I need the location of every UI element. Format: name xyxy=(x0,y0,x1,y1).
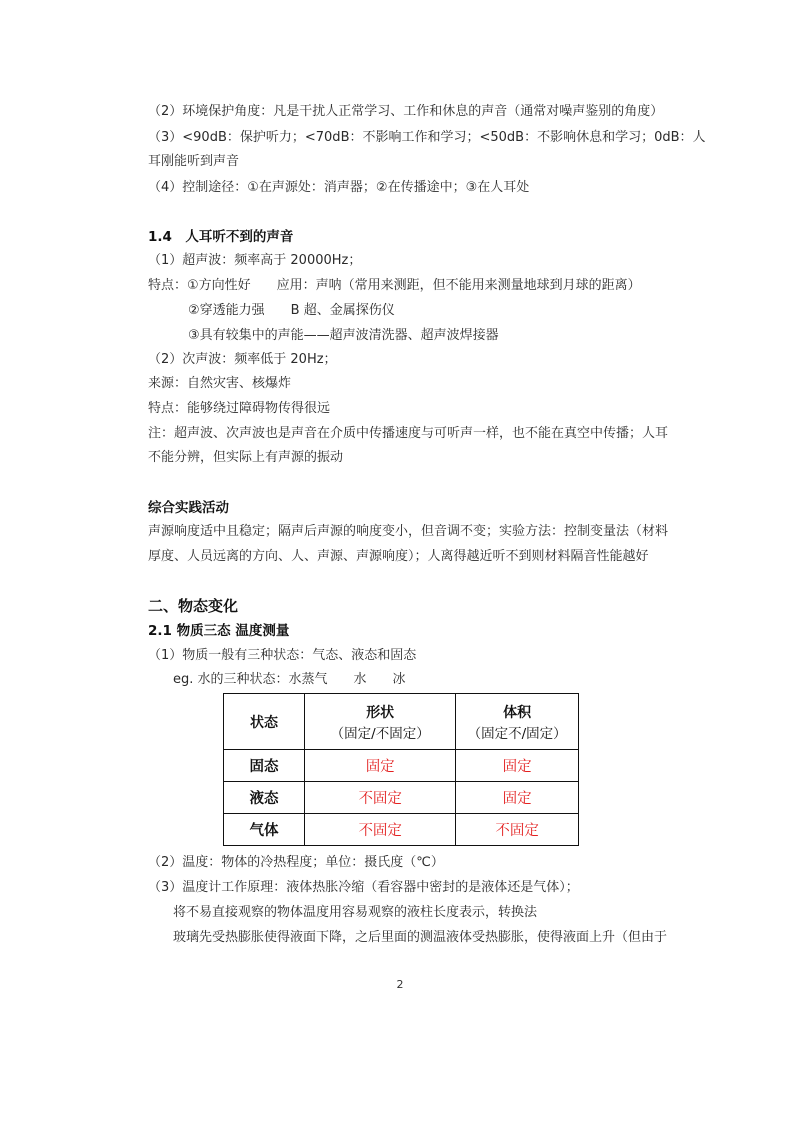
text-line: 声源响度适中且稳定；隔声后声源的响度变小，但音调不变；实验方法：控制变量法（材料 xyxy=(148,524,669,539)
cell-volume: 固定 xyxy=(456,750,579,782)
cell-state: 液态 xyxy=(224,782,305,814)
header-shape-sub: （固定/不固定） xyxy=(330,725,430,742)
text-line: （2）环境保护角度：凡是干扰人正常学习、工作和休息的声音（通常对噪声鉴别的角度） xyxy=(148,104,664,119)
cell-shape: 不固定 xyxy=(305,814,456,846)
text-line: 玻璃先受热膨胀使得液面下降，之后里面的测温液体受热膨胀，使得液面上升（但由于 xyxy=(173,930,668,945)
text-line: （2）次声波：频率低于 20Hz； xyxy=(148,352,337,367)
text-line: 耳刚能听到声音 xyxy=(148,154,240,169)
text-line: （3）温度计工作原理：液体热胀冷缩（看容器中密封的是液体还是气体）； xyxy=(148,880,579,895)
cell-state: 气体 xyxy=(224,814,305,846)
section-heading: 1.4 人耳听不到的声音 xyxy=(148,229,294,245)
text-line: 特点：能够绕过障碍物传得很远 xyxy=(148,401,331,416)
text-line: 不能分辨，但实际上有声源的振动 xyxy=(148,450,344,465)
text-line: 特点：①方向性好 应用：声呐（常用来测距，但不能用来测量地球到月球的距离） xyxy=(148,278,641,293)
cell-shape: 固定 xyxy=(305,750,456,782)
header-shape xyxy=(305,694,456,750)
text-line: 来源：自然灾害、核爆炸 xyxy=(148,376,292,391)
table-row xyxy=(224,782,579,814)
page-number: 2 xyxy=(396,978,404,991)
text-line: （4）控制途径：①在声源处：消声器；②在传播途中；③在人耳处 xyxy=(148,180,530,195)
header-state: 状态 xyxy=(224,694,305,750)
text-line: （1）超声波：频率高于 20000Hz； xyxy=(148,253,362,268)
cell-state: 固态 xyxy=(224,750,305,782)
table-row xyxy=(224,750,579,782)
text-line: ②穿透能力强 B 超、金属探伤仪 xyxy=(188,303,395,318)
cell-shape: 不固定 xyxy=(305,782,456,814)
header-volume-sub: （固定不/固定） xyxy=(467,725,567,742)
text-line: 注：超声波、次声波也是声音在介质中传播速度与可听声一样，也不能在真空中传播；人耳 xyxy=(148,426,669,441)
header-volume xyxy=(456,694,579,750)
table-row xyxy=(224,814,579,846)
text-line: （2）温度：物体的冷热程度；单位：摄氏度（℃） xyxy=(148,855,444,870)
header-shape-label: 形状 xyxy=(366,704,395,721)
chapter-heading: 二、物态变化 xyxy=(148,597,239,615)
text-line: ③具有较集中的声能——超声波清洗器、超声波焊接器 xyxy=(188,328,499,343)
text-line: 将不易直接观察的物体温度用容易观察的液柱长度表示，转换法 xyxy=(173,905,538,920)
text-line: （1）物质一般有三种状态：气态、液态和固态 xyxy=(148,648,417,663)
states-table xyxy=(223,693,579,846)
cell-volume: 不固定 xyxy=(456,814,579,846)
header-volume-label: 体积 xyxy=(503,704,532,721)
table-header-row xyxy=(224,694,579,750)
section-heading: 综合实践活动 xyxy=(148,500,229,516)
text-line: （3）<90dB：保护听力；<70dB：不影响工作和学习；<50dB：不影响休息和学习；0dB：人 xyxy=(148,130,706,145)
text-line: eg. 水的三种状态：水蒸气 水 冰 xyxy=(173,672,406,687)
cell-volume: 固定 xyxy=(456,782,579,814)
section-heading: 2.1 物质三态 温度测量 xyxy=(148,623,290,639)
text-line: 厚度、人员远离的方向、人、声源、声源响度）；人离得越近听不到则材料隔音性能越好 xyxy=(148,549,649,564)
